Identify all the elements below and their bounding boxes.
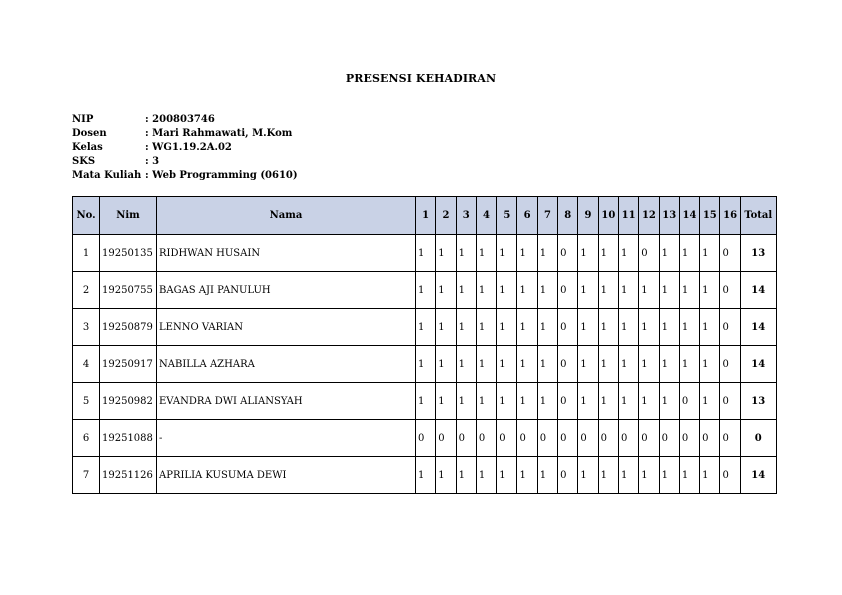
cell-session: 1 <box>578 457 598 494</box>
cell-session: 1 <box>679 346 699 383</box>
cell-session: 1 <box>456 272 476 309</box>
cell-session: 1 <box>476 235 496 272</box>
cell-session: 0 <box>679 383 699 420</box>
cell-session: 1 <box>598 346 618 383</box>
cell-session: 1 <box>700 383 720 420</box>
cell-session: 1 <box>700 272 720 309</box>
cell-session: 1 <box>416 383 436 420</box>
cell-session: 1 <box>618 235 638 272</box>
cell-session: 1 <box>618 346 638 383</box>
cell-session: 1 <box>598 272 618 309</box>
cell-session: 1 <box>659 235 679 272</box>
header-total: Total <box>740 197 776 235</box>
cell-session: 1 <box>416 346 436 383</box>
header-session: 1 <box>416 197 436 235</box>
info-row-mata-kuliah <box>72 169 298 183</box>
cell-session: 1 <box>456 346 476 383</box>
cell-session: 1 <box>679 272 699 309</box>
cell-nama: APRILIA KUSUMA DEWI <box>157 457 416 494</box>
info-value: : Mari Rahmawati, M.Kom <box>145 128 293 139</box>
cell-session: 0 <box>558 272 578 309</box>
cell-session: 1 <box>700 309 720 346</box>
info-value: : 3 <box>145 156 160 167</box>
cell-session: 1 <box>700 235 720 272</box>
info-label: NIP <box>72 114 94 125</box>
header-session: 5 <box>497 197 517 235</box>
cell-session: 1 <box>578 272 598 309</box>
cell-nama: LENNO VARIAN <box>157 309 416 346</box>
cell-no: 2 <box>73 272 100 309</box>
cell-session: 0 <box>679 420 699 457</box>
cell-session: 1 <box>517 272 537 309</box>
cell-session: 1 <box>659 383 679 420</box>
cell-session: 0 <box>720 272 740 309</box>
info-row-nip <box>72 113 298 127</box>
cell-session: 1 <box>456 235 476 272</box>
cell-total: 13 <box>740 383 776 420</box>
cell-session: 1 <box>537 235 557 272</box>
info-label: Kelas <box>72 142 103 153</box>
cell-session: 1 <box>497 457 517 494</box>
header-nama: Nama <box>157 197 416 235</box>
cell-no: 3 <box>73 309 100 346</box>
cell-session: 1 <box>598 457 618 494</box>
cell-nama: BAGAS AJI PANULUH <box>157 272 416 309</box>
cell-session: 1 <box>436 346 456 383</box>
header-session: 12 <box>639 197 659 235</box>
cell-no: 4 <box>73 346 100 383</box>
cell-session: 1 <box>537 383 557 420</box>
header-session: 9 <box>578 197 598 235</box>
table-row <box>73 457 777 494</box>
cell-no: 5 <box>73 383 100 420</box>
cell-total: 13 <box>740 235 776 272</box>
cell-session: 0 <box>720 420 740 457</box>
table-row <box>73 346 777 383</box>
cell-session: 0 <box>639 420 659 457</box>
cell-session: 1 <box>517 346 537 383</box>
cell-session: 0 <box>558 346 578 383</box>
header-session: 13 <box>659 197 679 235</box>
cell-session: 1 <box>456 309 476 346</box>
cell-session: 1 <box>618 383 638 420</box>
table-row <box>73 420 777 457</box>
cell-no: 1 <box>73 235 100 272</box>
table-row <box>73 272 777 309</box>
header-session: 15 <box>700 197 720 235</box>
cell-session: 1 <box>679 457 699 494</box>
cell-session: 1 <box>537 272 557 309</box>
cell-session: 1 <box>659 272 679 309</box>
cell-session: 1 <box>659 309 679 346</box>
cell-nama: - <box>157 420 416 457</box>
cell-session: 1 <box>578 235 598 272</box>
cell-nim: 19250917 <box>100 346 157 383</box>
cell-session: 1 <box>416 457 436 494</box>
course-info <box>72 113 298 183</box>
cell-session: 1 <box>436 383 456 420</box>
cell-nim: 19250755 <box>100 272 157 309</box>
cell-session: 0 <box>720 235 740 272</box>
cell-total: 0 <box>740 420 776 457</box>
table-header-row <box>73 197 777 235</box>
cell-session: 1 <box>497 309 517 346</box>
header-session: 14 <box>679 197 699 235</box>
cell-session: 1 <box>639 309 659 346</box>
cell-session: 0 <box>578 420 598 457</box>
cell-session: 1 <box>537 346 557 383</box>
header-session: 2 <box>436 197 456 235</box>
cell-session: 0 <box>720 346 740 383</box>
info-label: Dosen <box>72 128 107 139</box>
cell-session: 1 <box>598 383 618 420</box>
cell-session: 1 <box>476 457 496 494</box>
cell-session: 0 <box>456 420 476 457</box>
cell-no: 7 <box>73 457 100 494</box>
cell-session: 1 <box>476 272 496 309</box>
cell-nim: 19250982 <box>100 383 157 420</box>
info-value: : WG1.19.2A.02 <box>145 142 232 153</box>
cell-session: 1 <box>456 383 476 420</box>
cell-session: 1 <box>476 383 496 420</box>
cell-nim: 19251088 <box>100 420 157 457</box>
cell-session: 0 <box>517 420 537 457</box>
cell-session: 1 <box>517 457 537 494</box>
info-row-kelas <box>72 141 298 155</box>
cell-session: 0 <box>639 235 659 272</box>
cell-session: 1 <box>679 235 699 272</box>
cell-session: 1 <box>497 383 517 420</box>
cell-session: 1 <box>416 272 436 309</box>
cell-session: 0 <box>720 309 740 346</box>
cell-session: 1 <box>436 272 456 309</box>
document-title: PRESENSI KEHADIRAN <box>345 72 497 85</box>
cell-session: 1 <box>517 309 537 346</box>
header-session: 3 <box>456 197 476 235</box>
cell-total: 14 <box>740 309 776 346</box>
header-session: 6 <box>517 197 537 235</box>
cell-session: 1 <box>456 457 476 494</box>
info-value: : 200803746 <box>145 114 215 125</box>
header-no: No. <box>73 197 100 235</box>
cell-session: 0 <box>537 420 557 457</box>
cell-session: 1 <box>700 346 720 383</box>
cell-session: 1 <box>517 383 537 420</box>
cell-session: 0 <box>700 420 720 457</box>
table-body <box>73 235 777 494</box>
info-label: SKS <box>72 156 96 167</box>
cell-session: 1 <box>659 457 679 494</box>
cell-total: 14 <box>740 272 776 309</box>
cell-session: 1 <box>476 309 496 346</box>
cell-nama: RIDHWAN HUSAIN <box>157 235 416 272</box>
info-label: Mata Kuliah <box>72 170 142 181</box>
header-nim: Nim <box>100 197 157 235</box>
cell-session: 1 <box>639 346 659 383</box>
cell-session: 0 <box>720 383 740 420</box>
cell-session: 0 <box>497 420 517 457</box>
cell-session: 1 <box>537 457 557 494</box>
cell-session: 0 <box>720 457 740 494</box>
attendance-table <box>72 196 777 494</box>
cell-session: 0 <box>558 309 578 346</box>
cell-session: 1 <box>578 383 598 420</box>
cell-session: 1 <box>639 383 659 420</box>
cell-total: 14 <box>740 346 776 383</box>
cell-session: 1 <box>598 309 618 346</box>
info-row-sks <box>72 155 298 169</box>
cell-session: 1 <box>476 346 496 383</box>
cell-session: 0 <box>476 420 496 457</box>
cell-session: 0 <box>558 420 578 457</box>
cell-session: 1 <box>416 309 436 346</box>
cell-session: 0 <box>598 420 618 457</box>
cell-nim: 19251126 <box>100 457 157 494</box>
cell-session: 1 <box>497 235 517 272</box>
cell-session: 1 <box>618 272 638 309</box>
cell-session: 0 <box>558 383 578 420</box>
cell-session: 1 <box>517 235 537 272</box>
cell-session: 1 <box>497 346 517 383</box>
cell-session: 1 <box>416 235 436 272</box>
cell-session: 1 <box>639 457 659 494</box>
cell-session: 0 <box>558 457 578 494</box>
header-session: 4 <box>476 197 496 235</box>
cell-nama: NABILLA AZHARA <box>157 346 416 383</box>
cell-session: 1 <box>436 309 456 346</box>
cell-session: 0 <box>436 420 456 457</box>
cell-total: 14 <box>740 457 776 494</box>
header-session: 16 <box>720 197 740 235</box>
cell-session: 1 <box>679 309 699 346</box>
header-session: 11 <box>618 197 638 235</box>
cell-no: 6 <box>73 420 100 457</box>
table-row <box>73 235 777 272</box>
cell-session: 1 <box>618 309 638 346</box>
cell-session: 1 <box>578 346 598 383</box>
cell-session: 1 <box>639 272 659 309</box>
cell-session: 1 <box>700 457 720 494</box>
cell-nim: 19250135 <box>100 235 157 272</box>
cell-session: 1 <box>598 235 618 272</box>
cell-session: 1 <box>618 457 638 494</box>
header-session: 10 <box>598 197 618 235</box>
cell-session: 1 <box>659 346 679 383</box>
header-session: 7 <box>537 197 557 235</box>
cell-session: 0 <box>618 420 638 457</box>
info-row-dosen <box>72 127 298 141</box>
cell-session: 1 <box>578 309 598 346</box>
header-session: 8 <box>558 197 578 235</box>
cell-nim: 19250879 <box>100 309 157 346</box>
table-row <box>73 383 777 420</box>
info-value: : Web Programming (0610) <box>145 170 298 181</box>
cell-nama: EVANDRA DWI ALIANSYAH <box>157 383 416 420</box>
table-row <box>73 309 777 346</box>
cell-session: 0 <box>659 420 679 457</box>
cell-session: 1 <box>436 457 456 494</box>
cell-session: 0 <box>558 235 578 272</box>
cell-session: 1 <box>436 235 456 272</box>
cell-session: 0 <box>416 420 436 457</box>
cell-session: 1 <box>537 309 557 346</box>
cell-session: 1 <box>497 272 517 309</box>
